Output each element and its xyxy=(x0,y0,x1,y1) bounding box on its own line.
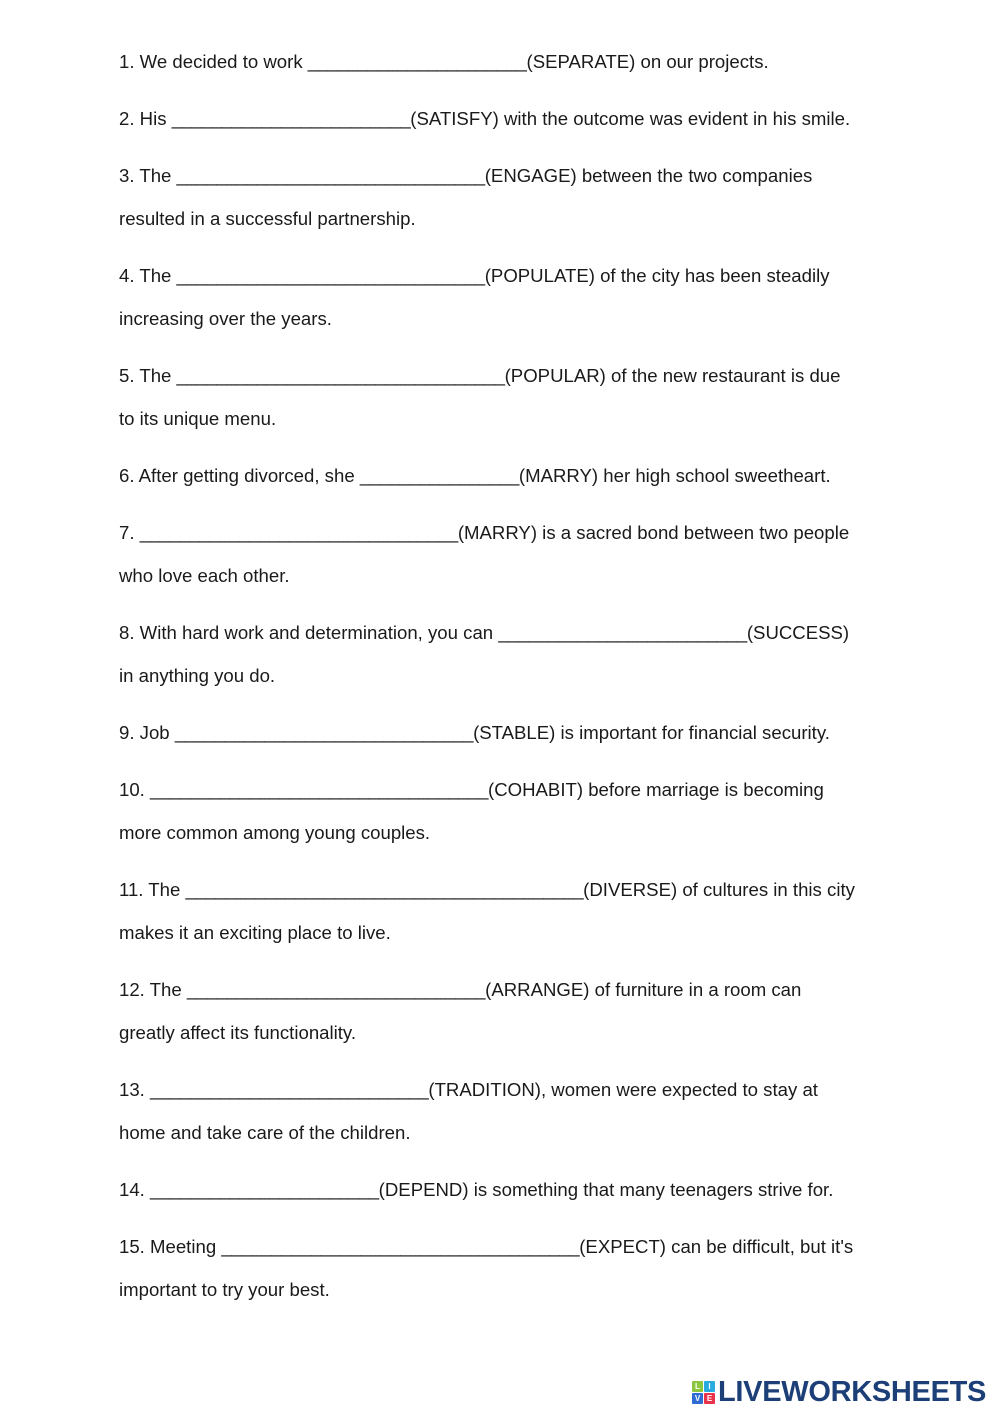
exercise-suffix: is a sacred bond between two people xyxy=(537,522,850,543)
answer-blank[interactable]: ________________________________________ xyxy=(185,879,584,900)
exercise-line xyxy=(119,868,939,911)
exercise-prefix: 5. The xyxy=(119,365,177,386)
exercise-continuation: who love each other. xyxy=(119,565,290,586)
exercise-continuation: increasing over the years. xyxy=(119,308,332,329)
exercise-continuation: home and take care of the children. xyxy=(119,1122,411,1143)
exercise-suffix: between the two companies xyxy=(576,165,813,186)
logo-tile: V xyxy=(692,1393,703,1404)
exercise-line xyxy=(119,40,939,83)
exercise-prefix: 9. Job xyxy=(119,722,175,743)
exercise-line xyxy=(119,711,939,754)
answer-blank[interactable]: ______________________________ xyxy=(174,722,474,743)
exercise-suffix: of the city has been steadily xyxy=(594,265,830,286)
root-word: (MARRY) xyxy=(457,522,538,543)
root-word: (MARRY) xyxy=(518,465,599,486)
exercise-line xyxy=(119,1068,939,1111)
exercise-line xyxy=(119,968,939,1011)
exercise-continuation: to its unique menu. xyxy=(119,408,277,429)
exercise-line xyxy=(119,97,939,140)
exercise-continuation: makes it an exciting place to live. xyxy=(119,922,391,943)
exercise-suffix: is something that many teenagers strive for. xyxy=(468,1179,834,1200)
root-word: (SUCCESS) xyxy=(746,622,850,643)
logo-text: LIVEWORKSHEETS xyxy=(718,1376,987,1408)
exercise-continuation: greatly affect its functionality. xyxy=(119,1022,357,1043)
exercise-suffix: of furniture in a room can xyxy=(589,979,802,1000)
exercise-prefix: 8. With hard work and determination, you can xyxy=(119,622,499,643)
exercise-suffix: her high school sweetheart. xyxy=(598,465,831,486)
exercise-item xyxy=(119,354,939,440)
answer-blank[interactable]: ________________________ xyxy=(171,108,411,129)
root-word: (COHABIT) xyxy=(488,779,584,800)
root-word: (DIVERSE) xyxy=(583,879,678,900)
root-word: (TRADITION) xyxy=(428,1079,541,1100)
logo-tile: E xyxy=(704,1393,715,1404)
answer-blank[interactable]: _______________________________ xyxy=(176,165,485,186)
exercise-line xyxy=(119,154,939,197)
exercise-list xyxy=(119,40,939,1325)
exercise-suffix: of the new restaurant is due xyxy=(605,365,841,386)
answer-blank[interactable]: _______________________ xyxy=(150,1179,379,1200)
exercise-item xyxy=(119,454,939,497)
exercise-suffix: , women were expected to stay at xyxy=(540,1079,818,1100)
root-word: (SATISFY) xyxy=(410,108,499,129)
exercise-suffix: of cultures in this city xyxy=(677,879,855,900)
exercise-line xyxy=(119,454,939,497)
live-tiles-icon xyxy=(692,1381,715,1404)
root-word: (DEPEND) xyxy=(378,1179,469,1200)
root-word: (EXPECT) xyxy=(579,1236,666,1257)
exercise-prefix: 12. The xyxy=(119,979,187,1000)
exercise-prefix: 10. xyxy=(119,779,151,800)
exercise-prefix: 14. xyxy=(119,1179,151,1200)
exercise-suffix: before marriage is becoming xyxy=(583,779,824,800)
answer-blank[interactable]: ______________________________ xyxy=(186,979,486,1000)
exercise-item xyxy=(119,97,939,140)
exercise-prefix: 3. The xyxy=(119,165,177,186)
liveworksheets-logo xyxy=(692,1376,986,1409)
exercise-item xyxy=(119,40,939,83)
answer-blank[interactable]: _________________________ xyxy=(498,622,747,643)
answer-blank[interactable]: ______________________ xyxy=(307,51,527,72)
exercise-item xyxy=(119,1168,939,1211)
exercise-item xyxy=(119,768,939,854)
exercise-prefix: 15. Meeting xyxy=(119,1236,222,1257)
exercise-item xyxy=(119,1225,939,1311)
exercise-line xyxy=(119,254,939,297)
exercise-continuation: resulted in a successful partnership. xyxy=(119,208,416,229)
logo-tile: L xyxy=(692,1381,703,1392)
exercise-item xyxy=(119,254,939,340)
exercise-line xyxy=(119,611,939,654)
exercise-continuation: more common among young couples. xyxy=(119,822,431,843)
exercise-prefix: 2. His xyxy=(119,108,172,129)
exercise-prefix: 4. The xyxy=(119,265,177,286)
root-word: (ENGAGE) xyxy=(484,165,577,186)
answer-blank[interactable]: _________________________________ xyxy=(176,365,505,386)
root-word: (SEPARATE) xyxy=(526,51,636,72)
exercise-line xyxy=(119,354,939,397)
exercise-line xyxy=(119,1168,939,1211)
exercise-continuation: in anything you do. xyxy=(119,665,276,686)
answer-blank[interactable]: _______________________________ xyxy=(176,265,485,286)
exercise-suffix: with the outcome was evident in his smile. xyxy=(498,108,851,129)
exercise-item xyxy=(119,868,939,954)
root-word: (STABLE) xyxy=(473,722,556,743)
exercise-item xyxy=(119,611,939,697)
exercise-prefix: 13. xyxy=(119,1079,151,1100)
exercise-item xyxy=(119,154,939,240)
exercise-item xyxy=(119,711,939,754)
exercise-suffix: is important for financial security. xyxy=(555,722,830,743)
answer-blank[interactable]: ________________________________ xyxy=(139,522,458,543)
exercise-item xyxy=(119,1068,939,1154)
exercise-continuation: important to try your best. xyxy=(119,1279,330,1300)
exercise-line xyxy=(119,1225,939,1268)
exercise-item xyxy=(119,968,939,1054)
exercise-line xyxy=(119,768,939,811)
answer-blank[interactable]: ____________________________________ xyxy=(221,1236,580,1257)
exercise-prefix: 11. The xyxy=(119,879,186,900)
exercise-prefix: 7. xyxy=(119,522,140,543)
logo-tile: I xyxy=(704,1381,715,1392)
root-word: (POPULATE) xyxy=(484,265,595,286)
exercise-prefix: 1. We decided to work xyxy=(119,51,308,72)
exercise-prefix: 6. After getting divorced, she xyxy=(119,465,360,486)
root-word: (ARRANGE) xyxy=(485,979,590,1000)
root-word: (POPULAR) xyxy=(504,365,606,386)
answer-blank[interactable]: ________________ xyxy=(359,465,519,486)
exercise-suffix: can be difficult, but it's xyxy=(666,1236,854,1257)
answer-blank[interactable]: ____________________________ xyxy=(150,1079,429,1100)
exercise-item xyxy=(119,511,939,597)
exercise-suffix: on our projects. xyxy=(635,51,769,72)
exercise-line xyxy=(119,511,939,554)
answer-blank[interactable]: __________________________________ xyxy=(150,779,489,800)
